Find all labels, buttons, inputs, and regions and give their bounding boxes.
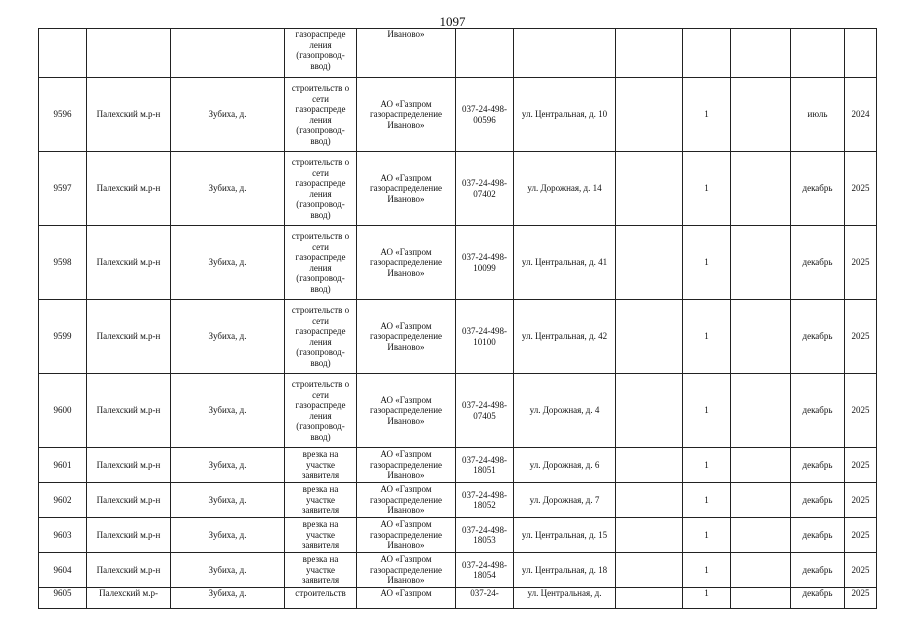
- cell-locality: Зубиха, д.: [171, 226, 285, 300]
- cell-year: 2025: [845, 374, 877, 448]
- cell-organization: АО «Газпром газораспределение Иваново»: [357, 483, 456, 518]
- cell-qty: 1: [683, 588, 731, 609]
- cell-qty: 1: [683, 553, 731, 588]
- table-row: [39, 483, 877, 518]
- cell-work-type: врезка на участке заявителя: [285, 448, 357, 483]
- cell-num: [39, 29, 87, 78]
- table-row: [39, 226, 877, 300]
- cell-num: 9599: [39, 300, 87, 374]
- cell-code: 037-24-498-10099: [456, 226, 514, 300]
- cell-address: ул. Центральная, д. 10: [514, 78, 616, 152]
- cell-address: ул. Центральная, д. 18: [514, 553, 616, 588]
- cell-empty: [616, 374, 683, 448]
- cell-locality: Зубиха, д.: [171, 78, 285, 152]
- cell-district: Палехский м.р-н: [87, 78, 171, 152]
- cell-work-type: врезка на участке заявителя: [285, 518, 357, 553]
- cell-month: декабрь: [791, 588, 845, 609]
- cell-empty: [731, 448, 791, 483]
- cell-empty: [616, 226, 683, 300]
- cell-empty: [616, 518, 683, 553]
- cell-organization: АО «Газпром газораспределение Иваново»: [357, 374, 456, 448]
- cell-locality: Зубиха, д.: [171, 518, 285, 553]
- cell-empty: [616, 78, 683, 152]
- cell-code: [456, 29, 514, 78]
- cell-year: 2025: [845, 483, 877, 518]
- cell-work-type: строительств о сети газораспреде ления (газопровод- ввод): [285, 152, 357, 226]
- cell-qty: 1: [683, 300, 731, 374]
- cell-district: Палехский м.р-н: [87, 553, 171, 588]
- cell-district: Палехский м.р-н: [87, 300, 171, 374]
- cell-address: ул. Дорожная, д. 7: [514, 483, 616, 518]
- cell-num: 9598: [39, 226, 87, 300]
- cell-empty: [616, 588, 683, 609]
- cell-code: 037-24-498-07405: [456, 374, 514, 448]
- cell-empty: [731, 483, 791, 518]
- cell-num: 9604: [39, 553, 87, 588]
- table-row: [39, 553, 877, 588]
- cell-year: [845, 29, 877, 78]
- cell-qty: [683, 29, 731, 78]
- cell-month: июль: [791, 78, 845, 152]
- cell-district: Палехский м.р-н: [87, 374, 171, 448]
- cell-qty: 1: [683, 448, 731, 483]
- cell-district: Палехский м.р-н: [87, 152, 171, 226]
- cell-empty: [731, 226, 791, 300]
- cell-organization: АО «Газпром газораспределение Иваново»: [357, 152, 456, 226]
- table-row: [39, 374, 877, 448]
- cell-empty: [731, 374, 791, 448]
- cell-district: Палехский м.р-н: [87, 483, 171, 518]
- cell-empty: [616, 483, 683, 518]
- cell-num: 9603: [39, 518, 87, 553]
- cell-year: 2025: [845, 152, 877, 226]
- cell-locality: [171, 29, 285, 78]
- cell-district: Палехский м.р-н: [87, 518, 171, 553]
- cell-organization: АО «Газпром газораспределение Иваново»: [357, 226, 456, 300]
- cell-year: 2025: [845, 588, 877, 609]
- cell-address: ул. Центральная, д. 42: [514, 300, 616, 374]
- cell-num: 9597: [39, 152, 87, 226]
- cell-qty: 1: [683, 226, 731, 300]
- cell-num: 9602: [39, 483, 87, 518]
- cell-empty: [616, 29, 683, 78]
- cell-code: 037-24-498-18052: [456, 483, 514, 518]
- table-row: [39, 78, 877, 152]
- cell-empty: [616, 553, 683, 588]
- cell-qty: 1: [683, 518, 731, 553]
- cell-locality: Зубиха, д.: [171, 374, 285, 448]
- cell-year: 2025: [845, 226, 877, 300]
- cell-organization: АО «Газпром: [357, 588, 456, 609]
- cell-code: 037-24-498-18053: [456, 518, 514, 553]
- cell-month: декабрь: [791, 152, 845, 226]
- cell-num: 9600: [39, 374, 87, 448]
- cell-address: ул. Дорожная, д. 4: [514, 374, 616, 448]
- cell-code: 037-24-498-07402: [456, 152, 514, 226]
- cell-qty: 1: [683, 374, 731, 448]
- cell-empty: [616, 152, 683, 226]
- cell-address: ул. Центральная, д. 41: [514, 226, 616, 300]
- cell-month: декабрь: [791, 553, 845, 588]
- table-row: [39, 588, 877, 609]
- cell-empty: [616, 448, 683, 483]
- table-row: [39, 152, 877, 226]
- cell-code: 037-24-498-10100: [456, 300, 514, 374]
- cell-work-type: врезка на участке заявителя: [285, 483, 357, 518]
- cell-empty: [616, 300, 683, 374]
- cell-district: Палехский м.р-н: [87, 226, 171, 300]
- cell-month: [791, 29, 845, 78]
- page-number: 1097: [439, 14, 466, 29]
- cell-address: [514, 29, 616, 78]
- cell-organization: АО «Газпром газораспределение Иваново»: [357, 300, 456, 374]
- cell-qty: 1: [683, 152, 731, 226]
- cell-year: 2025: [845, 448, 877, 483]
- cell-locality: Зубиха, д.: [171, 152, 285, 226]
- cell-district: Палехский м.р-: [87, 588, 171, 609]
- table-row: [39, 300, 877, 374]
- cell-month: декабрь: [791, 518, 845, 553]
- cell-qty: 1: [683, 483, 731, 518]
- cell-empty: [731, 553, 791, 588]
- cell-num: 9596: [39, 78, 87, 152]
- cell-code: 037-24-: [456, 588, 514, 609]
- cell-locality: Зубиха, д.: [171, 300, 285, 374]
- cell-empty: [731, 29, 791, 78]
- cell-locality: Зубиха, д.: [171, 588, 285, 609]
- cell-address: ул. Дорожная, д. 6: [514, 448, 616, 483]
- cell-work-type: газораспреде ления (газопровод- ввод): [285, 29, 357, 78]
- cell-work-type: строительств о сети газораспреде ления (газопровод- ввод): [285, 374, 357, 448]
- cell-code: 037-24-498-00596: [456, 78, 514, 152]
- cell-empty: [731, 518, 791, 553]
- cell-work-type: строительств о сети газораспреде ления (газопровод- ввод): [285, 78, 357, 152]
- cell-month: декабрь: [791, 300, 845, 374]
- cell-code: 037-24-498-18054: [456, 553, 514, 588]
- cell-locality: Зубиха, д.: [171, 483, 285, 518]
- cell-organization: АО «Газпром газораспределение Иваново»: [357, 78, 456, 152]
- table-row: [39, 448, 877, 483]
- cell-month: декабрь: [791, 226, 845, 300]
- cell-year: 2024: [845, 78, 877, 152]
- cell-organization: АО «Газпром газораспределение Иваново»: [357, 553, 456, 588]
- cell-locality: Зубиха, д.: [171, 553, 285, 588]
- cell-num: 9601: [39, 448, 87, 483]
- table-row-partial: [39, 29, 877, 78]
- cell-qty: 1: [683, 78, 731, 152]
- cell-district: [87, 29, 171, 78]
- cell-organization: АО «Газпром газораспределение Иваново»: [357, 448, 456, 483]
- cell-year: 2025: [845, 518, 877, 553]
- cell-address: ул. Центральная, д. 15: [514, 518, 616, 553]
- cell-year: 2025: [845, 300, 877, 374]
- cell-address: ул. Центральная, д.: [514, 588, 616, 609]
- cell-district: Палехский м.р-н: [87, 448, 171, 483]
- cell-organization: АО «Газпром газораспределение Иваново»: [357, 518, 456, 553]
- table-row: [39, 518, 877, 553]
- cell-address: ул. Дорожная, д. 14: [514, 152, 616, 226]
- cell-work-type: врезка на участке заявителя: [285, 553, 357, 588]
- cell-empty: [731, 152, 791, 226]
- cell-organization: Иваново»: [357, 29, 456, 78]
- objects-table: [38, 28, 877, 609]
- cell-work-type: строительств о сети газораспреде ления (газопровод- ввод): [285, 300, 357, 374]
- cell-work-type: строительств: [285, 588, 357, 609]
- cell-month: декабрь: [791, 483, 845, 518]
- cell-month: декабрь: [791, 374, 845, 448]
- cell-work-type: строительств о сети газораспреде ления (газопровод- ввод): [285, 226, 357, 300]
- cell-empty: [731, 300, 791, 374]
- cell-num: 9605: [39, 588, 87, 609]
- cell-locality: Зубиха, д.: [171, 448, 285, 483]
- cell-empty: [731, 78, 791, 152]
- cell-year: 2025: [845, 553, 877, 588]
- cell-code: 037-24-498-18051: [456, 448, 514, 483]
- cell-month: декабрь: [791, 448, 845, 483]
- cell-empty: [731, 588, 791, 609]
